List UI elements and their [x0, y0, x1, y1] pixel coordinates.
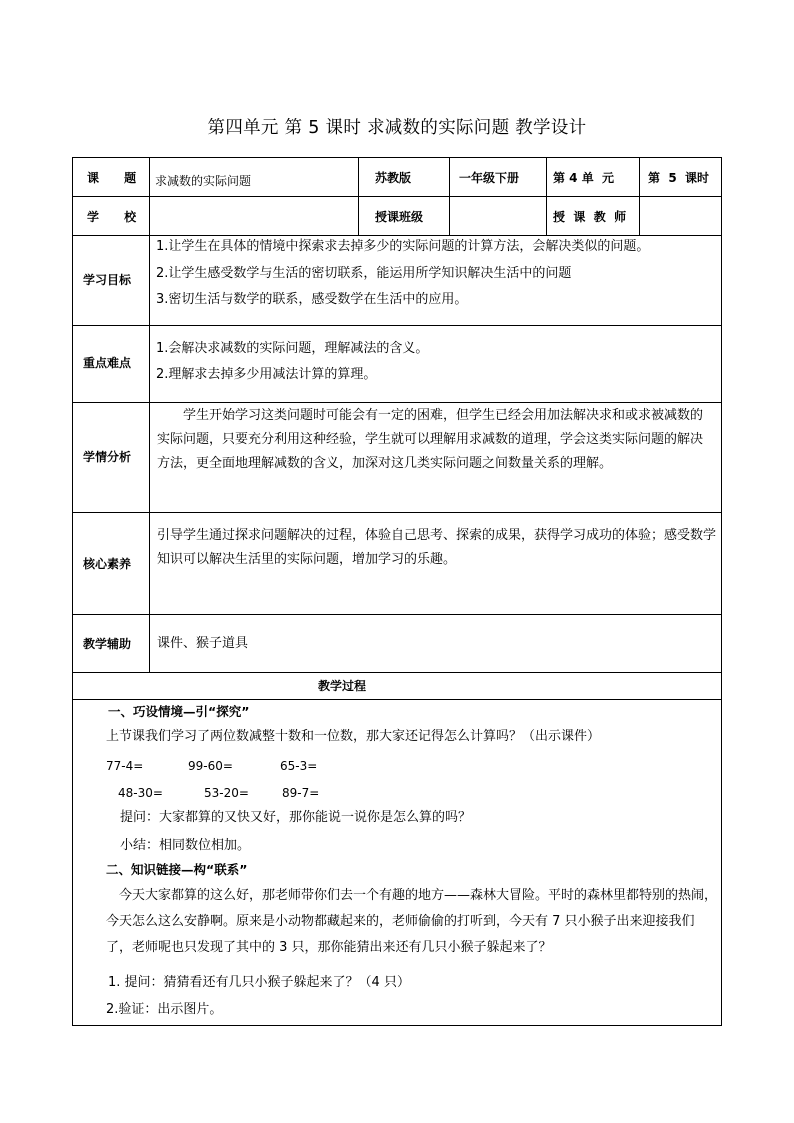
process-step-1: 1. 提问：猜猜看还有几只小猴子躲起来了？（4 只） [108, 975, 410, 990]
section2-title: 二、知识链接—构“联系” [106, 862, 248, 877]
exercise: 53-20= [204, 786, 249, 800]
exercise: 89-7= [282, 786, 320, 800]
key-point-item: 1.会解决求减数的实际问题，理解减法的含义。 [156, 341, 429, 356]
publisher-value: 苏教版 [375, 171, 412, 185]
col-divider [449, 158, 450, 235]
row-divider [73, 512, 721, 513]
literacy-text: 引导学生通过探求问题解决的过程，体验自己思考、探索的成果，获得学习成功的体验；感受数学知识可以解决生活里的实际问题，增加学习的乐趣。 [157, 528, 717, 567]
lesson-value: 第 5 课时 [648, 171, 710, 185]
row-divider [73, 402, 721, 403]
grade-value: 一年级下册 [459, 171, 520, 185]
objective-item: 1.让学生在具体的情境中探索求去掉多少的实际问题的计算方法，会解决类似的问题。 [156, 239, 650, 254]
row-divider [73, 325, 721, 326]
label-literacy: 核心素养 [83, 557, 132, 571]
section1-title: 一、巧设情境—引“探究” [108, 704, 250, 719]
unit-value: 第 4 单 元 [553, 171, 615, 185]
analysis-text: 学生开始学习这类问题时可能会有一定的困难，但学生已经会用加法解决求和或求被减数的实际问题，只要充分利用这种经验，学生就可以理解用求减数的道理，学会这类实际问题的解决方法，更全面地理解减数的含义，加深对这几类实际问题之间数量关系的理解。 [157, 408, 704, 471]
row-divider [73, 614, 721, 615]
label-class: 授课班级 [375, 210, 424, 224]
label-analysis: 学情分析 [83, 450, 132, 464]
process-story: 今天大家都算的这么好，那老师带你们去一个有趣的地方——森林大冒险。平时的森林里都特别的热闹，今天怎么这么安静啊。原来是小动物都藏起来的，老师偷偷的打听到，今天有 7 只小猴子出来迎接我们了，老师呢也只发现了其中的 3 只，那你能猜出来还有几只小猴子躲起来了？ [106, 888, 718, 955]
col-divider [546, 158, 547, 235]
process-step-2: 2.验证：出示图片。 [106, 1002, 223, 1017]
row-divider [73, 672, 721, 673]
exercise: 65-3= [280, 759, 318, 773]
process-header: 教学过程 [318, 679, 367, 693]
label-topic: 课 题 [87, 171, 137, 185]
objective-item: 2.让学生感受数学与生活的密切联系，能运用所学知识解决生活中的问题 [156, 266, 572, 281]
process-intro: 上节课我们学习了两位数减整十数和一位数，那大家还记得怎么计算吗？（出示课件） [106, 729, 601, 744]
col-divider [149, 158, 150, 672]
exercise: 77-4= [106, 759, 144, 773]
process-summary: 小结：相同数位相加。 [120, 838, 251, 853]
label-school: 学 校 [87, 210, 137, 224]
page-title: 第四单元 第 5 课时 求减数的实际问题 教学设计 [207, 118, 587, 138]
label-objectives: 学习目标 [83, 273, 132, 287]
row-divider [73, 699, 721, 700]
exercise: 48-30= [118, 786, 163, 800]
label-key-points: 重点难点 [83, 356, 132, 370]
row-divider [73, 235, 721, 236]
key-point-item: 2.理解求去掉多少用减法计算的算理。 [156, 367, 377, 382]
label-teacher: 授 课 教 师 [553, 210, 627, 224]
row-divider [73, 196, 721, 197]
exercise: 99-60= [188, 759, 233, 773]
aids-text: 课件、猴子道具 [157, 636, 249, 651]
col-divider [639, 158, 640, 235]
col-divider [358, 158, 359, 235]
topic-value: 求减数的实际问题 [155, 174, 252, 188]
objective-item: 3.密切生活与数学的联系，感受数学在生活中的应用。 [156, 292, 468, 307]
label-aids: 教学辅助 [83, 637, 132, 651]
process-question: 提问：大家都算的又快又好，那你能说一说你是怎么算的吗？ [120, 810, 472, 825]
